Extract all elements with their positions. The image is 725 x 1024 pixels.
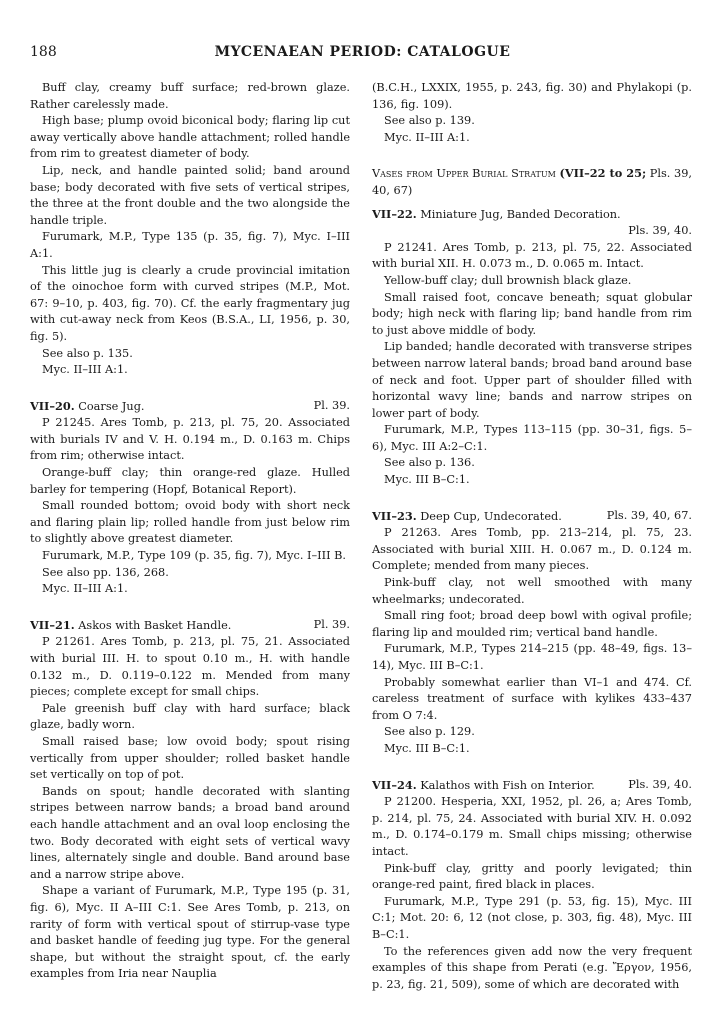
- paragraph: Furumark, M.P., Types 214–215 (pp. 48–49, figs. 13–14), Myc. III B–C:1.: [372, 642, 692, 672]
- entry-number: VII–23.: [372, 508, 417, 523]
- section-range: (VII–22 to 25;: [559, 166, 647, 181]
- dating: Myc. III B–C:1.: [384, 741, 470, 755]
- paragraph: Lip, neck, and handle painted solid; band around base; body decorated with five sets of vertical stripes, the three at the front double and the two alongside the handle triple.: [30, 163, 350, 227]
- entry-title: Askos with Basket Handle.: [78, 618, 232, 632]
- catalogue-entry-vii-21: [30, 617, 350, 983]
- left-column: [30, 80, 350, 983]
- paragraph: This little jug is clearly a crude provincial imitation of the oinochoe form with curved stripes (M.P., Mot. 67: 9–10, p. 403, fig. 70). Cf. the early fragmentary jug with cut-away neck from Keos (B.S.A., LI, 1956, p. 30, fig. 5).: [30, 263, 350, 343]
- plate-reference: Pls. 39, 40, 67.: [606, 508, 692, 522]
- paragraph: Buff clay, creamy buff surface; red-brown glaze. Rather carelessly made.: [30, 81, 350, 111]
- entry-title: Deep Cup, Undecorated.: [420, 509, 562, 523]
- section-label: Vases from Upper Burial Stratum: [372, 167, 556, 181]
- dating: Myc. II–III A:1.: [42, 582, 128, 596]
- paragraph: P 21200. Hesperia, XXI, 1952, pl. 26, a; Ares Tomb, p. 214, pl. 75, 24. Associated with burial XIV. H. 0.092 m., D. 0.174–0.179 m. Small chips missing; otherwise intact.: [372, 795, 692, 858]
- paragraph: P 21241. Ares Tomb, p. 213, pl. 75, 22. Associated with burial XII. H. 0.073 m., D. 0.065 m. Intact.: [372, 240, 692, 271]
- entry-title-group: [30, 617, 231, 635]
- catalogue-entry-vii-24: [372, 777, 692, 994]
- paragraph: Orange-buff clay; thin orange-red glaze. Hulled barley for tempering (Hopf, Botanical Report).: [30, 466, 350, 496]
- paragraph: P 21245. Ares Tomb, p. 213, pl. 75, 20. Associated with burials IV and V. H. 0.194 m., D. 0.163 m. Chips from rim; otherwise intact.: [30, 416, 350, 463]
- section-plates: Pls. 39, 40, 67): [372, 167, 693, 197]
- entry-number: VII–22.: [372, 206, 417, 221]
- paragraph: P 21263. Ares Tomb, pp. 213–214, pl. 75, 23. Associated with burial XIII. H. 0.067 m., D. 0.124 m. Complete; mended from many pieces.: [372, 526, 692, 573]
- section-heading: [372, 165, 692, 199]
- plate-reference: Pls. 39, 40.: [628, 224, 692, 238]
- paragraph: (B.C.H., LXXIX, 1955, p. 243, fig. 30) and Phylakopi (p. 136, fig. 109).: [372, 81, 692, 111]
- catalogue-entry-vii-22: [372, 206, 692, 489]
- paragraph: Small ring foot; broad deep bowl with ogival profile; flaring lip and moulded rim; vertical band handle.: [372, 609, 692, 639]
- paragraph: Yellow-buff clay; dull brownish black glaze.: [384, 273, 632, 287]
- see-also: See also p. 129.: [384, 725, 475, 739]
- paragraph: Lip banded; handle decorated with transverse stripes between narrow lateral bands; broad band around base of neck and foot. Upper part of shoulder filled with horizontal wavy line; bands and narrow stripes on lower part of body.: [372, 340, 692, 420]
- entry-number: VII–24.: [372, 777, 417, 792]
- plate-reference: Pl. 39.: [313, 398, 350, 412]
- see-also: See also p. 139.: [384, 114, 475, 128]
- running-title: MYCENAEAN PERIOD: CATALOGUE: [214, 44, 511, 60]
- paragraph: Pink-buff clay, not well smoothed with many wheelmarks; undecorated.: [372, 576, 692, 606]
- entry-number: VII–20.: [30, 398, 75, 413]
- entry-heading: [30, 398, 350, 416]
- paragraph: Probably somewhat earlier than VI–1 and 474. Cf. careless treatment of surface with kylikes 433–437 from O 7:4.: [372, 675, 692, 722]
- paragraph: Furumark, M.P., Type 291 (p. 53, fig. 15), Myc. III C:1; Mot. 20: 6, 12 (not close, p. 303, fig. 48), Myc. III B–C:1.: [372, 894, 692, 941]
- entry-title: Miniature Jug, Banded Decoration.: [420, 207, 621, 221]
- paragraph: Small raised foot, concave beneath; squat globular body; high neck with flaring lip; band handle from rim to just above middle of body.: [372, 290, 692, 337]
- entry-heading: [372, 508, 692, 526]
- paragraph: Furumark, M.P., Type 135 (p. 35, fig. 7), Myc. I–III A:1.: [30, 230, 350, 260]
- see-also: See also p. 135.: [42, 346, 133, 360]
- dating: Myc. II–III A:1.: [42, 363, 128, 377]
- right-column: [372, 80, 692, 993]
- catalogue-entry-vii-23: [372, 508, 692, 758]
- entry-title-group: [372, 777, 595, 795]
- paragraph: To the references given add now the very frequent examples of this shape from Perati (e.g. Ἔργον, 1956, p. 23, fig. 21, 509), some of which are decorated with: [372, 944, 692, 991]
- dating: Myc. III B–C:1.: [384, 473, 470, 487]
- plate-reference: Pl. 39.: [313, 617, 350, 631]
- entry-title-group: [372, 508, 562, 526]
- paragraph: P 21261. Ares Tomb, p. 213, pl. 75, 21. Associated with burial III. H. to spout 0.10 m., H. with handle 0.132 m., D. 0.119–0.122 m. Mended from many pieces; complete except for small chips.: [30, 635, 350, 699]
- entry-title: Kalathos with Fish on Interior.: [420, 778, 595, 792]
- entry-number: VII–21.: [30, 617, 75, 632]
- paragraph: Furumark, M.P., Type 109 (p. 35, fig. 7), Myc. I–III B.: [42, 549, 347, 563]
- entry-continued: [30, 80, 350, 379]
- entry-heading: [30, 617, 350, 635]
- paragraph: Pink-buff clay, gritty and poorly levigated; thin orange-red paint, fired black in places.: [372, 861, 692, 892]
- entry-heading: [372, 206, 692, 224]
- page-header: [30, 44, 695, 66]
- see-also: See also p. 136.: [384, 456, 475, 470]
- plate-reference: Pls. 39, 40.: [628, 777, 692, 791]
- paragraph: Pale greenish buff clay with hard surface; black glaze, badly worn.: [30, 701, 350, 732]
- paragraph: High base; plump ovoid biconical body; flaring lip cut away vertically above handle attachment; rolled handle from rim to greatest diameter of body.: [30, 114, 350, 161]
- paragraph: Furumark, M.P., Types 113–115 (pp. 30–31, figs. 5–6), Myc. III A:2–C:1.: [372, 423, 692, 453]
- page-number: 188: [30, 44, 57, 60]
- catalogue-entry-vii-20: [30, 398, 350, 598]
- dating: Myc. II–III A:1.: [384, 130, 470, 144]
- entry-heading: [372, 777, 692, 795]
- paragraph: Small rounded bottom; ovoid body with short neck and flaring plain lip; rolled handle from just below rim to slightly above greatest diameter.: [30, 499, 350, 546]
- entry-title-group: [372, 206, 621, 224]
- paragraph: Shape a variant of Furumark, M.P., Type 195 (p. 31, fig. 6), Myc. II A–III C:1. See Ares Tomb, p. 213, on rarity of form with vertical spout of stirrup-vase type and basket handle of feeding jug type. For the general shape, but without the straight spout, cf. the early examples from Iria near Nauplia: [30, 884, 350, 981]
- paragraph: Small raised base; low ovoid body; spout rising vertically from upper shoulder; rolled basket handle set vertically on top of pot.: [30, 734, 350, 782]
- entry-title-group: [30, 398, 145, 416]
- see-also: See also pp. 136, 268.: [42, 565, 169, 579]
- entry-title: Coarse Jug.: [78, 399, 145, 413]
- entry-continued: [372, 80, 692, 146]
- paragraph: Bands on spout; handle decorated with slanting stripes between narrow bands; a broad band around each handle attachment and an oval loop enclosing the two. Body decorated with eight sets of vertical wavy lines, alternately single and double. Band around base and a narrow stripe above.: [30, 784, 350, 881]
